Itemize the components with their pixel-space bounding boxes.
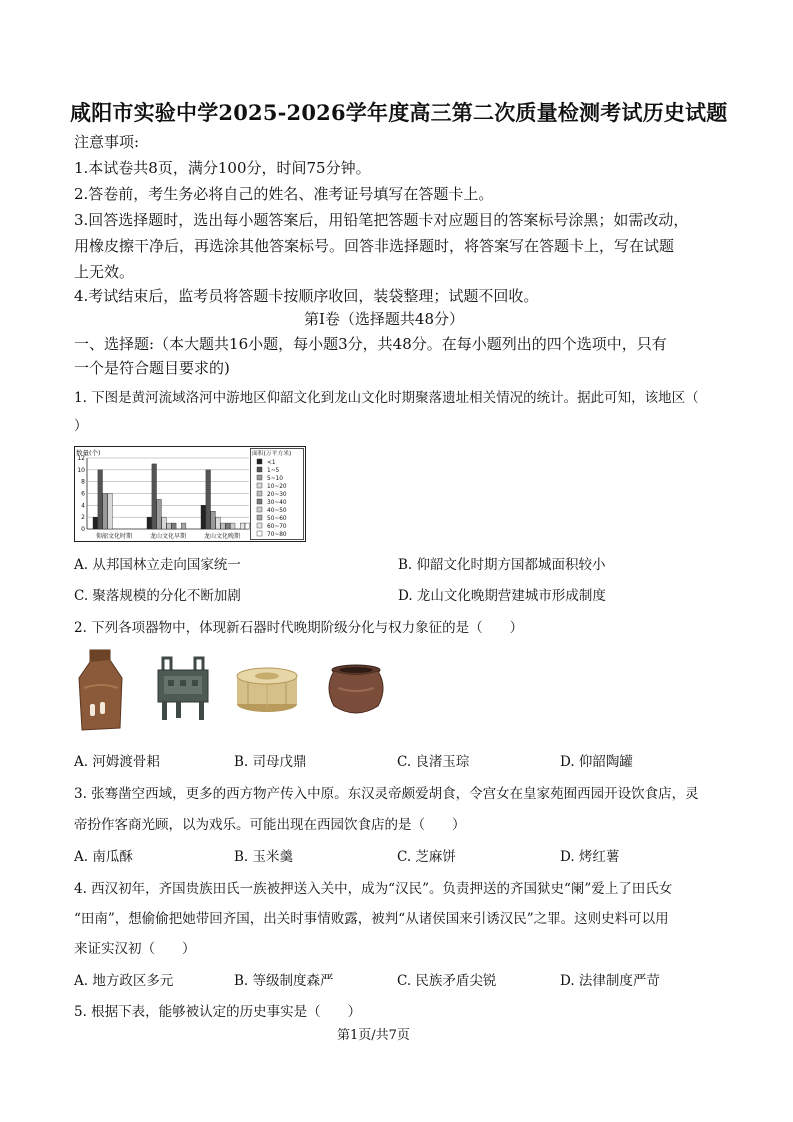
option-d[interactable]: D. 龙山文化晚期营建城市形成制度 — [398, 588, 606, 604]
bar — [98, 470, 103, 529]
bar — [108, 494, 113, 530]
question-stem: “田南”，想偷偷把她带回齐国，出关时事情败露，被判“从诸侯国来引诱汉民”之罪。这则史料可以用 — [74, 911, 669, 927]
question-stem: 3. 张骞凿空西域，更多的西方物产传入中原。东汉灵帝颇爱胡食，令宫女在皇家苑囿西园开设饮食店，灵 — [74, 786, 699, 802]
legend-swatch — [257, 499, 262, 504]
section-intro: 一、选择题:（本大题共16小题，每小题3分，共48分。在每小题列出的四个选项中，只有 — [74, 335, 667, 353]
page-footer: 第1页/共7页 — [337, 1028, 410, 1043]
bar — [230, 523, 235, 529]
option-b[interactable]: B. 等级制度森严 — [234, 973, 334, 989]
y-tick-label: 4 — [81, 502, 85, 510]
x-tick-label: 仰韶文化时期 — [95, 533, 133, 540]
y-tick-label: 2 — [81, 514, 85, 522]
legend-label: 30~40 — [267, 500, 287, 506]
option-a[interactable]: A. 南瓜酥 — [74, 849, 133, 865]
notice-line: 上无效。 — [74, 263, 135, 281]
legend-swatch — [257, 467, 262, 472]
bar — [167, 523, 172, 529]
notice-line: 用橡皮擦干净后，再选涂其他答案标号。回答非选择题时，将答案写在答题卡上，写在试题 — [74, 237, 675, 255]
option-d[interactable]: D. 烤红薯 — [560, 849, 620, 865]
legend-label: 1~5 — [267, 468, 280, 474]
question-stem: 1. 下图是黄河流域洛河中游地区仰韶文化到龙山文化时期聚落遗址相关情况的统计。据此可知，该地区（ — [74, 390, 699, 406]
option-a[interactable]: A. 河姆渡骨耜 — [74, 754, 160, 770]
bar — [240, 523, 245, 529]
option-b[interactable]: B. 司母戊鼎 — [234, 754, 307, 770]
bar — [245, 523, 250, 529]
legend-label: 5~10 — [267, 476, 283, 482]
bar — [216, 517, 221, 529]
bar — [211, 511, 216, 529]
question-stem: 4. 西汉初年，齐国贵族田氏一族被押送入关中，成为“汉民”。负责押送的齐国狱史“阑”爱上了田氏女 — [74, 881, 673, 897]
option-d[interactable]: D. 仰韶陶罐 — [560, 754, 633, 770]
ding-vessel-image — [152, 656, 214, 722]
legend-label: 20~30 — [267, 492, 287, 498]
notice-line: 2.答卷前，考生务必将自己的姓名、准考证号填写在答题卡上。 — [74, 185, 494, 203]
notice-line: 1.本试卷共8页，满分100分，时间75分钟。 — [74, 159, 371, 177]
x-tick-label: 龙山文化早期 — [149, 533, 187, 540]
legend-swatch — [257, 523, 262, 528]
option-d[interactable]: D. 法律制度严苛 — [560, 973, 660, 989]
y-tick-label: 6 — [81, 490, 85, 498]
y-tick-label: 10 — [77, 466, 85, 474]
bar — [201, 505, 206, 529]
legend-swatch — [257, 507, 262, 512]
legend-title: 面积(万平方米) — [252, 451, 292, 457]
option-c[interactable]: C. 芝麻饼 — [397, 849, 456, 865]
question-stem: 帝扮作客商光顾，以为戏乐。可能出现在西园饮食店的是（ ） — [74, 817, 466, 833]
legend-label: 50~60 — [267, 516, 287, 522]
option-b[interactable]: B. 玉米羹 — [234, 849, 294, 865]
legend-label: 40~50 — [267, 508, 287, 514]
bar — [152, 464, 157, 529]
pottery-jar-image — [322, 662, 390, 718]
bar — [172, 523, 177, 529]
legend-swatch — [257, 531, 262, 536]
bone-spade-image — [76, 648, 126, 733]
notice-heading: 注意事项: — [74, 133, 140, 151]
page-title: 咸阳市实验中学2025-2026学年度高三第二次质量检测考试历史试题 — [70, 100, 728, 125]
question-stem: 5. 根据下表，能够被认定的历史事实是（ ） — [74, 1004, 362, 1020]
legend-swatch — [257, 475, 262, 480]
bar — [162, 517, 167, 529]
chart-ylabel: 数量(个) — [76, 449, 101, 457]
legend-swatch — [257, 491, 262, 496]
legend-swatch — [257, 483, 262, 488]
bar — [103, 494, 108, 530]
option-a[interactable]: A. 地方政区多元 — [74, 973, 174, 989]
bar — [147, 517, 152, 529]
legend-label: 10~20 — [267, 484, 287, 490]
y-tick-label: 8 — [81, 478, 85, 486]
question-stem: ） — [74, 418, 88, 434]
bar — [157, 499, 162, 529]
bar — [206, 470, 211, 529]
y-tick-label: 0 — [81, 526, 85, 533]
notice-line: 4.考试结束后，监考员将答题卡按顺序收回，装袋整理；试题不回收。 — [74, 287, 539, 305]
section-intro: 一个是符合题目要求的) — [74, 359, 230, 377]
question-stem: 2. 下列各项器物中，体现新石器时代晚期阶级分化与权力象征的是（ ） — [74, 620, 524, 636]
bar — [221, 523, 226, 529]
option-a[interactable]: A. 从邦国林立走向国家统一 — [74, 557, 241, 573]
legend-label: 60~70 — [267, 524, 287, 530]
jade-cong-image — [234, 664, 300, 714]
legend-swatch — [257, 515, 262, 520]
notice-line: 3.回答选择题时，选出每小题答案后，用铅笔把答题卡对应题目的答案标号涂黑；如需改动， — [74, 211, 689, 229]
legend-label: <1 — [267, 460, 276, 466]
question-stem: 来证实汉初（ ） — [74, 941, 196, 957]
legend-swatch — [257, 459, 262, 464]
bar — [226, 523, 231, 529]
bar — [181, 523, 186, 529]
option-c[interactable]: C. 聚落规模的分化不断加剧 — [74, 588, 241, 604]
legend-label: 70~80 — [267, 532, 287, 538]
y-tick-label: 12 — [77, 455, 85, 462]
option-c[interactable]: C. 民族矛盾尖锐 — [397, 973, 497, 989]
bar — [93, 517, 98, 529]
option-b[interactable]: B. 仰韶文化时期方国都城面积较小 — [398, 557, 606, 573]
option-c[interactable]: C. 良渚玉琮 — [397, 754, 470, 770]
settlement-bar-chart — [74, 446, 306, 542]
section-title: 第Ⅰ卷（选择题共48分） — [304, 310, 465, 328]
x-tick-label: 龙山文化晚期 — [203, 533, 241, 540]
